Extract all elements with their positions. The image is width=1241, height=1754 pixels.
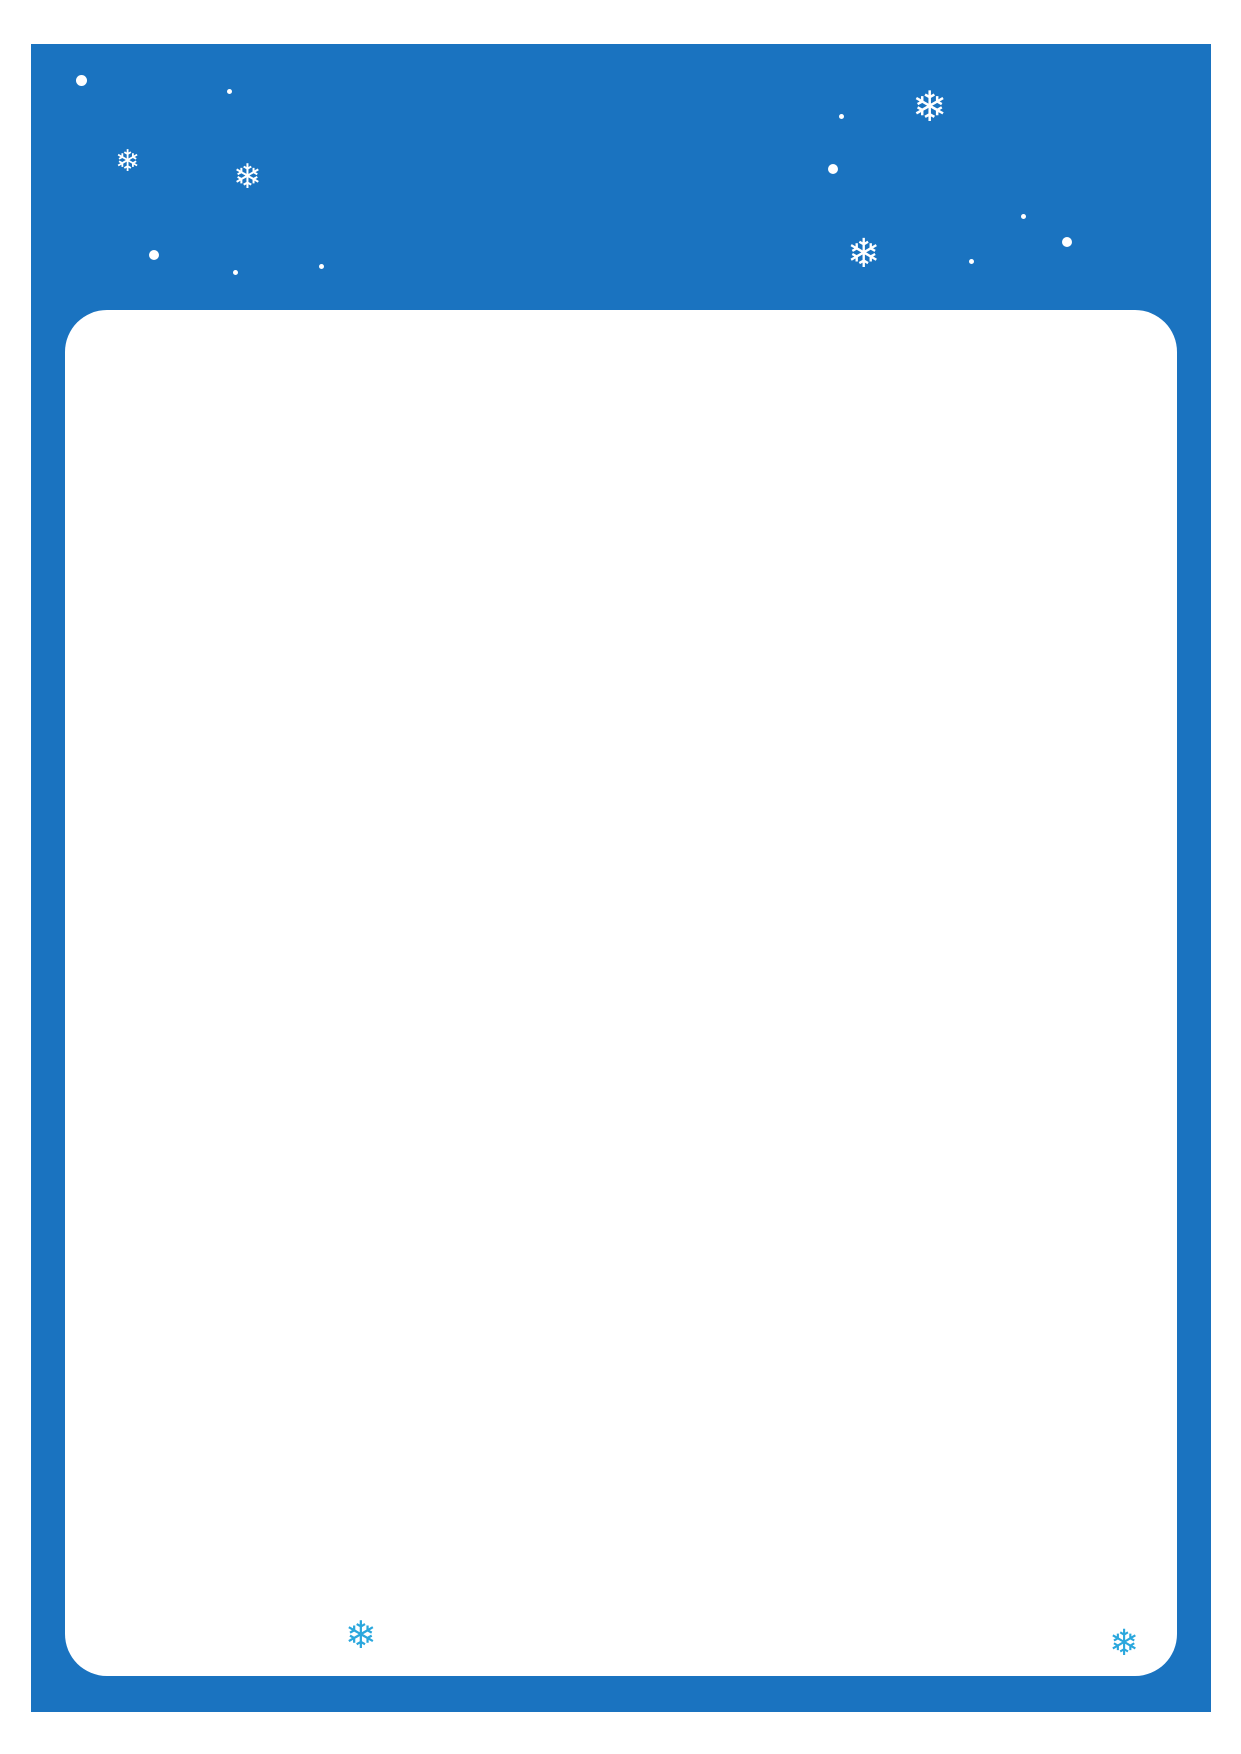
snowflake-icon: ❄ <box>115 144 141 179</box>
snowflake-icon: ❄ <box>1109 1623 1140 1664</box>
snow-dot <box>76 75 87 86</box>
snowflake-icon: ❄ <box>345 1613 377 1657</box>
snow-dot <box>839 114 844 119</box>
blue-frame <box>31 44 1211 1712</box>
schedule-card <box>65 310 1177 1676</box>
snow-dot <box>233 270 238 275</box>
snow-dot <box>1021 214 1026 219</box>
snowflake-icon: ❄ <box>912 82 948 131</box>
snow-dot <box>969 259 974 264</box>
snow-dot <box>319 264 324 269</box>
snow-dot <box>227 89 232 94</box>
snow-dot <box>149 250 159 260</box>
snowflake-icon: ❄ <box>847 231 881 277</box>
snow-dot <box>1062 237 1072 247</box>
snowflake-icon: ❄ <box>233 157 262 197</box>
title-en-la-ciudad <box>552 235 849 277</box>
snow-dot <box>828 164 838 174</box>
esperanza-logo <box>543 1618 693 1620</box>
